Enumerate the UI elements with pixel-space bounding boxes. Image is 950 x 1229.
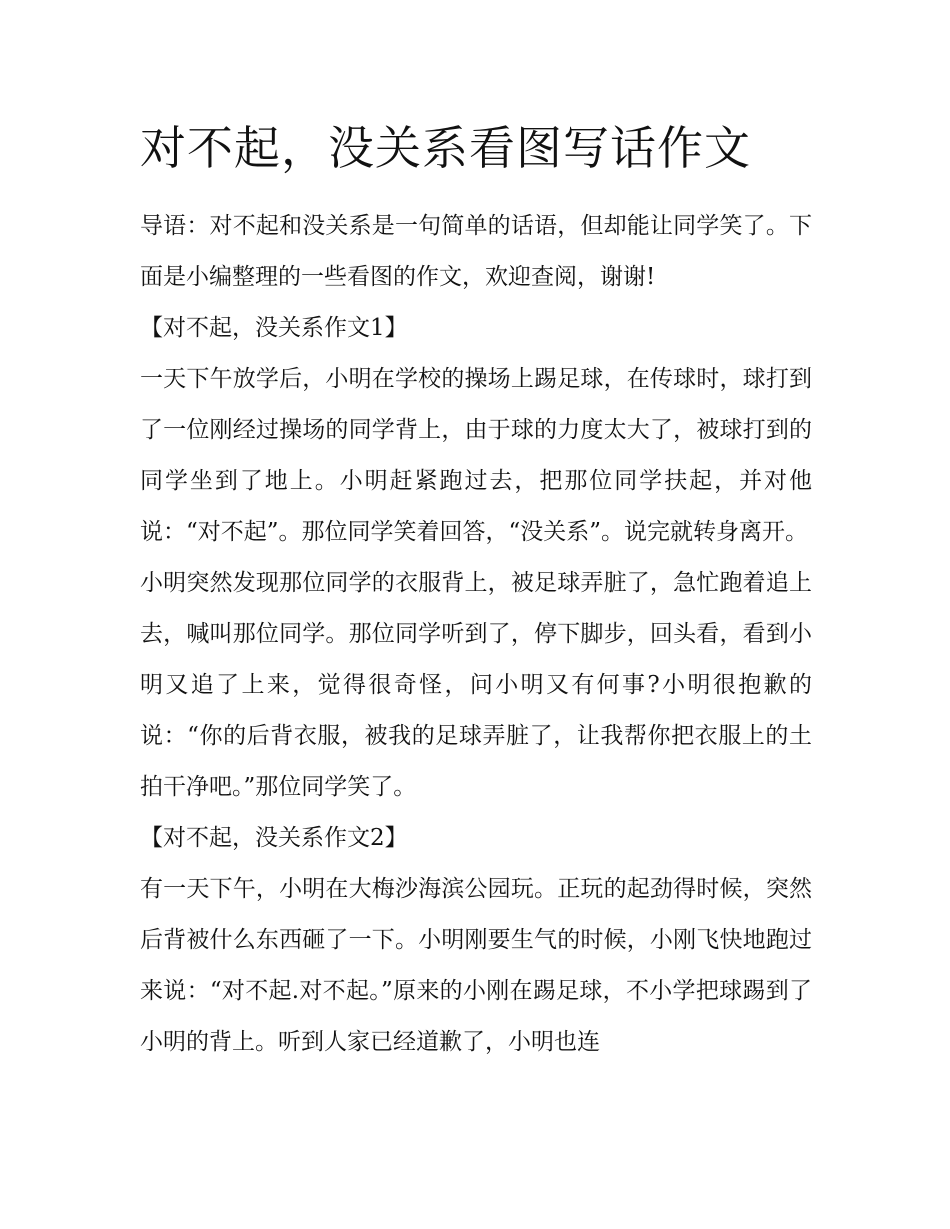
section-heading-1: 【对不起，没关系作文1】 (140, 315, 408, 341)
section-1-paragraph-1: 一天下午放学后，小明在学校的操场上踢足球，在传球时，球打到了一位刚经过操场的同学背上，由于球的力度太大了，被球打到的同学坐到了地上。小明赶紧跑过去，把那位同学扶起，并对他说：“对不起”。那位同学笑着回答，“没关系”。说完就转身离开。 (140, 366, 812, 545)
document-body (140, 201, 812, 1068)
section-1-paragraph-2: 小明突然发现那位同学的衣服背上，被足球弄脏了，急忙跑着追上去，喊叫那位同学。那位同学听到了，停下脚步，回头看，看到小明又追了上来，觉得很奇怪，问小明又有何事?小明很抱歉的说：“你的后背衣服，被我的足球弄脏了，让我帮你把衣服上的土拍干净吧。”那位同学笑了。 (140, 570, 812, 800)
section-2-paragraph-1: 有一天下午，小明在大梅沙海滨公园玩。正玩的起劲得时候，突然后背被什么东西砸了一下。小明刚要生气的时候，小刚飞快地跑过来说：“对不起.对不起。”原来的小刚在踢足球，不小学把球踢到了小明的背上。听到人家已经道歉了，小明也连 (140, 876, 812, 1055)
intro-paragraph: 导语：对不起和没关系是一句简单的话语，但却能让同学笑了。下面是小编整理的一些看图的作文，欢迎查阅，谢谢! (140, 213, 812, 290)
section-heading-2: 【对不起，没关系作文2】 (140, 825, 408, 851)
document-title: 对不起，没关系看图写话作文 (140, 121, 751, 175)
